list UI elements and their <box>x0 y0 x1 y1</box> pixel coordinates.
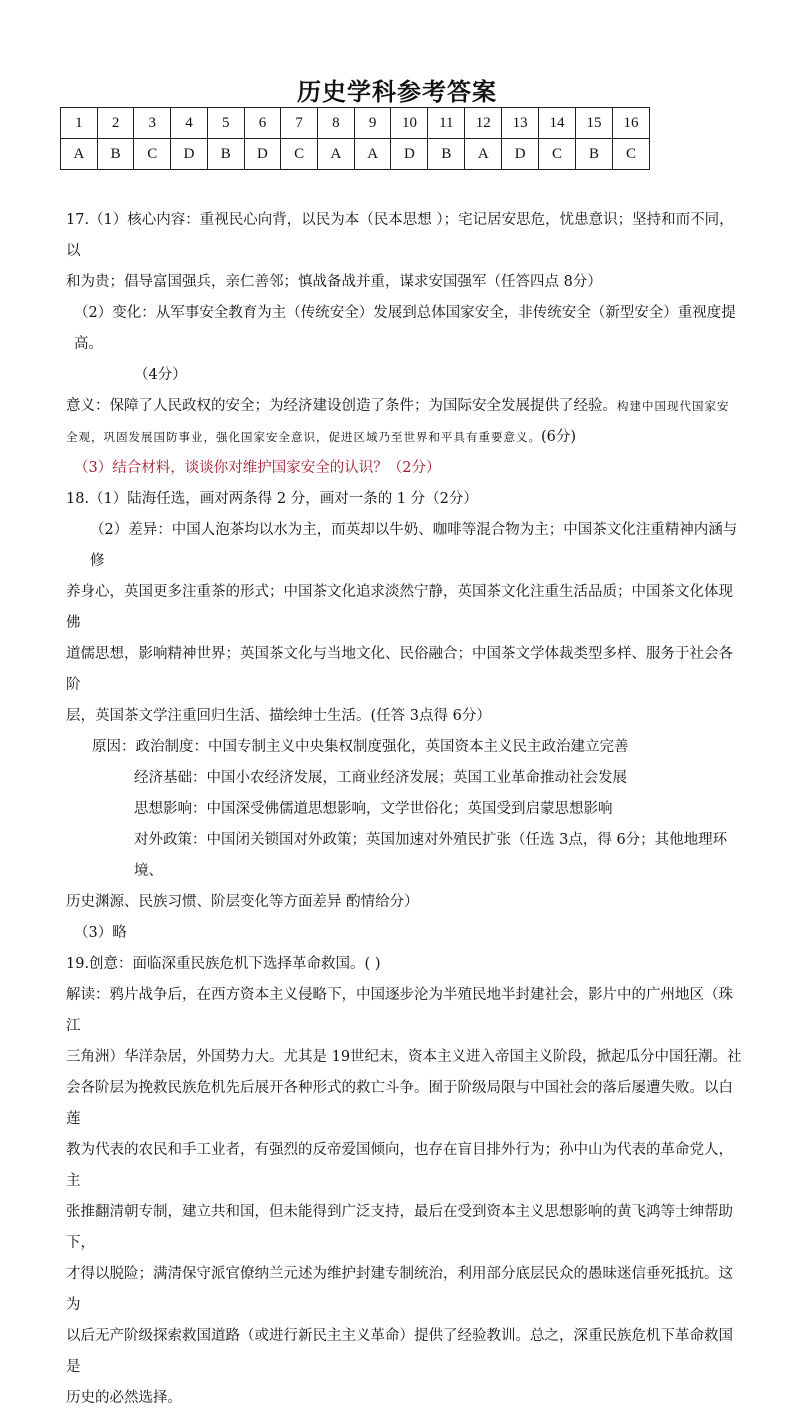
answer-table-number-row <box>61 108 650 139</box>
q18-reason-foreign: 对外政策：中国闭关锁国对外政策；英国加速对外殖民扩张（任选 3点，得 6分；其他地理环境、 <box>134 832 728 879</box>
answer-cell: B <box>207 139 244 170</box>
question-number-cell: 5 <box>207 108 244 139</box>
q17-part2-line1: （2）变化：从军事安全教育为主（传统安全）发展到总体国家安全，非传统安全（新型安全）重视度提高。 <box>74 305 736 352</box>
q17-significance-line2 <box>66 422 746 453</box>
answer-cell: C <box>612 139 649 170</box>
q17-significance-score: (6分) <box>541 429 577 445</box>
question-number-cell: 2 <box>97 108 134 139</box>
q18-part2-line4: 层，英国茶文学注重回归生活、描绘绅士生活。(任答 3点得 6分） <box>66 708 491 724</box>
q17-part3: （3）结合材料，谈谈你对维护国家安全的认识？（2分） <box>74 460 441 476</box>
question-number-cell: 13 <box>502 108 539 139</box>
answer-cell: B <box>97 139 134 170</box>
q19-line1: 解读：鸦片战争后，在西方资本主义侵略下，中国逐步沦为半殖民地半封建社会，影片中的广州地区（珠江 <box>66 987 733 1034</box>
answer-table-answer-row <box>61 139 650 170</box>
question-number-cell: 7 <box>281 108 318 139</box>
question-number-cell: 12 <box>465 108 502 139</box>
answer-content <box>66 205 746 1414</box>
answer-cell: D <box>502 139 539 170</box>
q18-part1: 18.（1）陆海任选，画对两条得 2 分，画对一条的 1 分（2分） <box>66 491 478 507</box>
q18-part2-line2: 养身心，英国更多注重茶的形式；中国茶文化追求淡然宁静，英国茶文化注重生活品质；中国茶文化体现佛 <box>66 584 733 631</box>
answer-cell: D <box>171 139 208 170</box>
q17-part1-line1: 17.（1）核心内容：重视民心向背，以民为本（民本思想 ）；宅记居安思危，忧患意识；坚持和而不同，以 <box>66 212 734 259</box>
q19-line6: 才得以脱险；满清保守派官僚纳兰元述为维护封建专制统治，利用部分底层民众的愚昧迷信垂死抵抗。这为 <box>66 1266 733 1313</box>
question-18 <box>66 484 746 949</box>
answer-cell: B <box>428 139 465 170</box>
q17-significance-line1 <box>66 391 746 422</box>
q17-significance-handwritten-2: 全观，巩固发展国防事业，强化国家安全意识，促进区域乃至世界和平具有重要意义。 <box>66 430 541 444</box>
q17-part2-line2: （4分） <box>134 367 187 383</box>
question-number-cell: 8 <box>318 108 355 139</box>
answer-cell: D <box>244 139 281 170</box>
question-number-cell: 14 <box>539 108 576 139</box>
question-number-cell: 6 <box>244 108 281 139</box>
question-19 <box>66 949 746 1414</box>
answer-cell: C <box>281 139 318 170</box>
question-number-cell: 16 <box>612 108 649 139</box>
answer-cell: B <box>576 139 613 170</box>
question-number-cell: 10 <box>391 108 428 139</box>
q17-part1-line2: 和为贵；倡导富国强兵，亲仁善邻；慎战备战并重，谋求安国强军（任答四点 8分） <box>66 274 602 290</box>
q19-line2: 三角洲）华洋杂居，外国势力大。尤其是 19世纪末，资本主义进入帝国主义阶段，掀起瓜分中国狂潮。社 <box>66 1049 742 1065</box>
q19-line5: 张推翻清朝专制，建立共和国，但未能得到广泛支持，最后在受到资本主义思想影响的黄飞鸿等士绅帮助下， <box>66 1204 733 1251</box>
q18-part2-line3: 道儒思想，影响精神世界；英国茶文化与当地文化、民俗融合；中国茶文学体裁类型多样、服务于社会各阶 <box>66 646 733 693</box>
q18-part3: （3）略 <box>74 925 127 941</box>
q19-line7: 以后无产阶级探索救国道路（或进行新民主主义革命）提供了经验教训。总之，深重民族危机下革命救国是 <box>66 1328 733 1375</box>
q18-reason-thought: 思想影响：中国深受佛儒道思想影响，文学世俗化；英国受到启蒙思想影响 <box>134 801 613 817</box>
answer-cell: A <box>354 139 391 170</box>
q18-reason-other: 历史渊源、民族习惯、阶层变化等方面差异 酌情给分） <box>66 894 419 910</box>
answer-cell: C <box>539 139 576 170</box>
answer-table <box>60 107 650 170</box>
q18-reason-politics: 原因：政治制度：中国专制主义中央集权制度强化，英国资本主义民主政治建立完善 <box>92 739 629 755</box>
answer-cell: D <box>391 139 428 170</box>
q19-line3: 会各阶层为挽救民族危机先后展开各种形式的救亡斗争。囿于阶级局限与中国社会的落后屡遭失败。以白莲 <box>66 1080 733 1127</box>
question-number-cell: 15 <box>576 108 613 139</box>
answer-cell: C <box>134 139 171 170</box>
question-number-cell: 4 <box>171 108 208 139</box>
page-title: 历史学科参考答案 <box>297 77 497 106</box>
q19-line4: 教为代表的农民和手工业者，有强烈的反帝爱国倾向，也存在盲目排外行为；孙中山为代表的革命党人，主 <box>66 1142 733 1189</box>
q17-significance-text: 意义：保障了人民政权的安全；为经济建设创造了条件；为国际安全发展提供了经验。 <box>66 398 617 414</box>
question-17 <box>66 205 746 484</box>
answer-cell: A <box>61 139 98 170</box>
question-number-cell: 11 <box>428 108 465 139</box>
question-number-cell: 3 <box>134 108 171 139</box>
q18-part2-line1: （2）差异：中国人泡茶均以水为主，而英却以牛奶、咖啡等混合物为主；中国茶文化注重精神内涵与修 <box>90 522 738 569</box>
q19-idea: 19.创意：面临深重民族危机下选择革命救国。( ) <box>66 956 381 972</box>
q17-significance-handwritten: 构建中国现代国家安 <box>617 399 730 413</box>
q19-line8: 历史的必然选择。 <box>66 1390 182 1406</box>
answer-cell: A <box>465 139 502 170</box>
question-number-cell: 1 <box>61 108 98 139</box>
q18-reason-economy: 经济基础：中国小农经济发展，工商业经济发展；英国工业革命推动社会发展 <box>134 770 627 786</box>
question-number-cell: 9 <box>354 108 391 139</box>
answer-cell: A <box>318 139 355 170</box>
